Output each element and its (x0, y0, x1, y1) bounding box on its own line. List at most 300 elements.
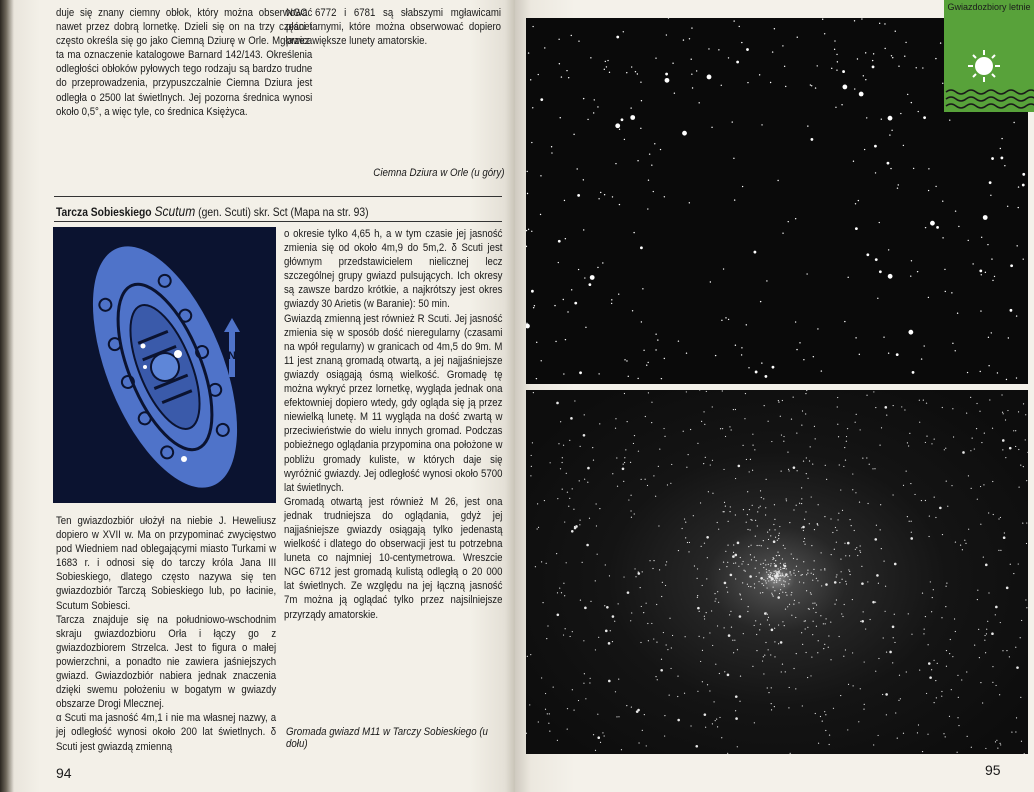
star-dot (1016, 315, 1017, 316)
star-dot (735, 695, 738, 698)
star-dot (1000, 517, 1001, 518)
star-dot (1005, 457, 1006, 458)
star-dot (982, 702, 983, 703)
star-dot (710, 281, 711, 282)
star-dot (951, 292, 952, 293)
star-dot (980, 524, 981, 525)
star-dot (825, 623, 826, 624)
star-dot (977, 599, 978, 600)
star-dot (748, 367, 749, 368)
star-dot (593, 460, 594, 461)
star-dot (842, 70, 845, 73)
star-dot (787, 576, 788, 577)
star-dot (996, 740, 997, 741)
star-dot (703, 637, 704, 638)
star-dot (931, 669, 932, 670)
star-dot (646, 365, 647, 366)
star-dot (546, 563, 547, 564)
star-dot (637, 378, 638, 379)
star-dot (533, 392, 534, 393)
star-dot (557, 592, 558, 593)
star-dot (611, 303, 612, 304)
star-dot (735, 514, 736, 515)
star-dot (781, 584, 782, 585)
star-dot (905, 42, 906, 43)
star-alpha (174, 350, 182, 358)
star-dot (770, 563, 771, 564)
star-dot (972, 263, 973, 264)
star-dot (925, 227, 926, 228)
star-dot (589, 682, 590, 683)
star-dot (796, 566, 797, 567)
star-dot (935, 186, 936, 187)
star-dot (991, 258, 992, 259)
star-dot (677, 676, 678, 677)
star-dot (949, 119, 950, 120)
star-dot (967, 736, 968, 737)
star-dot (666, 644, 667, 645)
star-dot (834, 549, 835, 550)
star-dot (998, 518, 999, 519)
star-dot (928, 190, 929, 191)
star-dot (801, 503, 802, 504)
star-dot (885, 586, 886, 587)
star-dot (541, 677, 542, 678)
star-dot (929, 515, 930, 516)
star-dot (987, 244, 988, 245)
star-dot (691, 74, 692, 75)
star-dot (818, 640, 819, 641)
star-dot (856, 547, 857, 548)
star-dot (784, 563, 785, 564)
star-dot (846, 436, 847, 437)
star-dot (778, 624, 779, 625)
star-dot (863, 611, 864, 612)
star-dot (768, 575, 771, 578)
star-dot (707, 557, 708, 558)
star-dot (607, 60, 608, 61)
star-dot (779, 573, 780, 574)
star-dot (847, 428, 848, 429)
star-dot (804, 519, 805, 520)
star-dot (715, 601, 716, 602)
star-dot (774, 656, 775, 657)
star-dot (861, 620, 864, 623)
star-dot (865, 628, 866, 629)
star-dot (724, 671, 725, 672)
star-dot (984, 433, 985, 434)
star-dot (566, 562, 567, 563)
star-dot (977, 499, 978, 500)
star-dot (661, 659, 662, 660)
star-dot (533, 307, 534, 308)
star-dot (957, 675, 958, 676)
star-dot (782, 233, 783, 234)
star-dot (978, 629, 979, 630)
star-dot (831, 68, 832, 69)
star-dot (810, 138, 813, 141)
star-dot (836, 599, 837, 600)
star-dot (983, 215, 988, 220)
star-dot (727, 753, 728, 754)
star-dot (689, 202, 690, 203)
star-dot (967, 372, 968, 373)
star-dot (686, 352, 687, 353)
star-dot (811, 573, 812, 574)
star-dot (832, 532, 833, 533)
star-dot (666, 561, 667, 562)
star-dot (550, 462, 551, 463)
star-dot (678, 550, 679, 551)
star-dot (888, 353, 889, 354)
star-dot (730, 611, 731, 612)
star-dot (788, 469, 789, 470)
star-dot (739, 26, 740, 27)
star-dot (646, 603, 647, 604)
star-dot (755, 371, 758, 374)
star-dot (756, 576, 757, 577)
star-dot (547, 625, 548, 626)
star-dot (733, 552, 734, 553)
star-dot (567, 708, 568, 709)
star-dot (735, 345, 736, 346)
star-dot (1015, 647, 1016, 648)
star-dot (640, 246, 643, 249)
star-dot (774, 628, 775, 629)
star-dot (991, 632, 994, 635)
star-dot (784, 66, 785, 67)
star-dot (980, 682, 981, 683)
star-dot (538, 721, 539, 722)
star-dot (704, 713, 707, 716)
star-dot (579, 371, 582, 374)
star-dot (766, 569, 767, 570)
star-dot (910, 483, 911, 484)
star-dot (624, 393, 625, 394)
star-dot (958, 725, 959, 726)
star-dot (934, 702, 935, 703)
star-dot (844, 543, 845, 544)
star-dot (820, 615, 821, 616)
star-dot (908, 330, 913, 335)
star-dot (684, 693, 685, 694)
star-dot (855, 492, 856, 493)
star-dot (760, 624, 761, 625)
star-dot (559, 63, 560, 64)
star-dot (585, 698, 586, 699)
star-dot (897, 187, 898, 188)
star-dot (839, 582, 840, 583)
star-dot (693, 515, 694, 516)
star-dot (900, 113, 901, 114)
star-dot (642, 288, 643, 289)
star-dot (647, 485, 648, 486)
star-dot (531, 142, 532, 143)
star-dot (985, 564, 988, 567)
star-dot (594, 99, 595, 100)
star-dot (697, 607, 700, 610)
star-dot (602, 262, 603, 263)
star-dot (749, 575, 752, 578)
star-dot (954, 618, 955, 619)
star-dot (896, 353, 899, 356)
star-dot (597, 736, 600, 739)
star-dot (968, 475, 969, 476)
star-dot (952, 343, 953, 344)
star-dot (767, 578, 768, 579)
star-dot (1009, 447, 1012, 450)
star-dot (770, 572, 771, 573)
star-dot (797, 37, 798, 38)
star-dot (914, 494, 915, 495)
star-dot (829, 734, 830, 735)
star-dot (1003, 413, 1004, 414)
star-dot (584, 607, 587, 610)
star-dot (860, 545, 861, 546)
wave-icon (946, 90, 1034, 108)
star-dot (806, 574, 807, 575)
star-dot (778, 576, 779, 577)
star-dot (612, 641, 613, 642)
star-dot (787, 606, 788, 607)
star-dot (773, 524, 774, 525)
star-dot (717, 591, 718, 592)
star-dot (643, 612, 644, 613)
star-dot (823, 623, 824, 624)
star-dot (655, 676, 656, 677)
star-dot (990, 195, 991, 196)
star-dot (612, 615, 615, 618)
star-dot (583, 434, 586, 437)
star-dot (815, 713, 816, 714)
star-dot (719, 717, 720, 718)
star-dot (733, 652, 734, 653)
star-dot (758, 507, 759, 508)
star-dot (599, 423, 600, 424)
star-dot (886, 714, 887, 715)
heading-name: Tarcza Sobieskiego (56, 205, 152, 219)
star-dot (779, 571, 780, 572)
star-dot (1020, 637, 1021, 638)
star-dot (660, 669, 663, 672)
star-dot (985, 272, 986, 273)
star-dot (892, 57, 893, 58)
top-caption: Ciemna Dziura w Orle (u góry) (373, 167, 505, 179)
star-dot (641, 100, 642, 101)
star-dot (802, 574, 803, 575)
star-dot (977, 590, 978, 591)
star-dot (886, 415, 887, 416)
star-dot (919, 400, 920, 401)
star-dot (793, 396, 794, 397)
star-dot (807, 627, 808, 628)
star-dot (598, 373, 599, 374)
star-dot (752, 434, 753, 435)
star-dot (852, 599, 853, 600)
star-dot (895, 31, 896, 32)
star-dot (526, 171, 527, 172)
star-dot (631, 66, 632, 67)
star-dot (884, 406, 887, 409)
star-dot (697, 443, 698, 444)
star-dot (922, 751, 923, 752)
star-dot (677, 696, 678, 697)
star-dot (852, 652, 853, 653)
star-dot (995, 606, 998, 609)
star-dot (684, 518, 685, 519)
star-dot (709, 632, 710, 633)
star-dot (748, 606, 749, 607)
star-dot (590, 678, 591, 679)
star-dot (806, 590, 807, 591)
star-dot (878, 735, 879, 736)
star-dot (615, 163, 616, 164)
star-dot (738, 566, 739, 567)
star-dot (631, 706, 632, 707)
star-dot (706, 536, 709, 539)
star-dot (778, 568, 779, 569)
star-dot (593, 734, 594, 735)
star-dot (595, 580, 596, 581)
star-dot (941, 696, 942, 697)
star-dot (766, 582, 767, 583)
star-dot (840, 489, 841, 490)
star-dot (622, 468, 625, 471)
star-dot (739, 593, 740, 594)
star-dot (542, 602, 543, 603)
star-dot (574, 302, 577, 305)
heading-rule-top (54, 196, 502, 197)
star-dot (768, 421, 769, 422)
star-dot (748, 564, 749, 565)
star-dot (922, 593, 923, 594)
star-dot (837, 519, 838, 520)
star-dot (598, 198, 599, 199)
star-dot (872, 601, 875, 604)
star-dot (986, 633, 987, 634)
star-dot (847, 729, 848, 730)
star-dot (813, 574, 814, 575)
star-dot (866, 457, 867, 458)
star-dot (735, 710, 736, 711)
star-dot (735, 478, 736, 479)
star-dot (840, 695, 841, 696)
star-dot (810, 446, 811, 447)
star-dot (867, 581, 868, 582)
star-dot (733, 409, 734, 410)
star-dot (616, 457, 617, 458)
star-dot (589, 518, 590, 519)
star-dot (904, 56, 905, 57)
star-dot (979, 269, 982, 272)
star-dot (770, 535, 771, 536)
star-dot (1018, 449, 1019, 450)
star-dot (605, 61, 606, 62)
star-dot (806, 390, 807, 391)
star-dot (972, 438, 973, 439)
star-dot (606, 606, 609, 609)
star-dot (789, 687, 790, 688)
star-dot (831, 554, 832, 555)
star-dot (991, 332, 992, 333)
star-dot (667, 649, 668, 650)
star-dot (894, 563, 897, 566)
star-dot (812, 603, 813, 604)
star-dot (840, 558, 841, 559)
star-dot (727, 544, 728, 545)
star-dot (778, 402, 779, 403)
star-dot (936, 226, 939, 229)
star-dot (892, 662, 893, 663)
star-dot (1022, 523, 1023, 524)
star-dot (851, 525, 852, 526)
star-dot (789, 579, 790, 580)
star-dot (532, 107, 533, 108)
star-dot (782, 592, 783, 593)
star-dot (815, 612, 816, 613)
star-dot (609, 72, 610, 73)
star-dot (813, 569, 814, 570)
star-dot (771, 572, 772, 573)
star-dot (802, 644, 803, 645)
star-dot (651, 422, 652, 423)
star-dot (778, 535, 779, 536)
star-dot (685, 522, 686, 523)
star-dot (919, 422, 920, 423)
star-dot (1021, 620, 1022, 621)
star-dot (823, 648, 824, 649)
star-dot (752, 470, 753, 471)
star-dot (729, 511, 730, 512)
star-dot (820, 569, 821, 570)
star-dot (777, 596, 780, 599)
star-dot (788, 583, 789, 584)
star-dot (815, 87, 816, 88)
star-dot (637, 73, 638, 74)
star-dot (841, 613, 842, 614)
star-dot (946, 481, 947, 482)
star-dot (807, 478, 808, 479)
star-dot (882, 694, 883, 695)
star-dot (974, 448, 975, 449)
star-dot (955, 631, 956, 632)
star-dot (767, 532, 768, 533)
star-dot (590, 57, 591, 58)
star-dot (634, 568, 635, 569)
star-dot (608, 642, 611, 645)
star-dot (720, 428, 721, 429)
star-dot (810, 675, 811, 676)
star-dot (704, 616, 705, 617)
star-dot (942, 201, 943, 202)
star-dot (783, 580, 784, 581)
star-dot (734, 199, 735, 200)
star-dot (775, 575, 776, 576)
star-dot (935, 680, 936, 681)
star-dot (1001, 138, 1002, 139)
star-dot (783, 584, 784, 585)
star-dot (615, 123, 620, 128)
star-dot (923, 345, 924, 346)
star-dot (579, 519, 580, 520)
star-dot (785, 608, 786, 609)
star-dot (781, 671, 782, 672)
star-dot (577, 194, 580, 197)
star-dot (861, 582, 864, 585)
star-dot (803, 582, 804, 583)
star-dot (754, 583, 755, 584)
star-dot (817, 652, 818, 653)
